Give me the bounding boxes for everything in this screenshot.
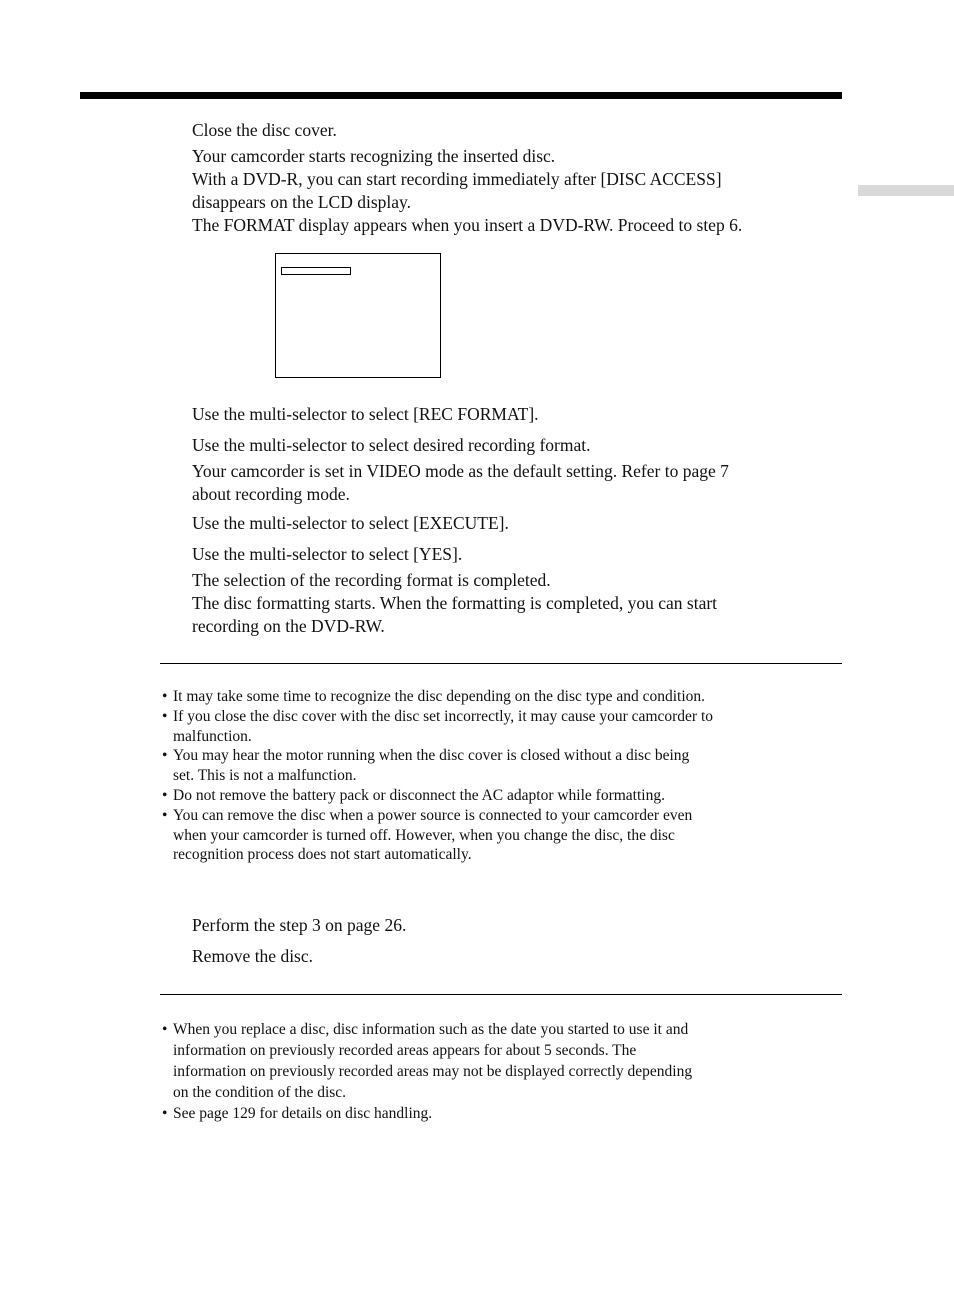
note-item-continued: recognition process does not start automatically. [173,846,472,864]
note-item-continued: malfunction. [173,727,252,745]
note-item: • You may hear the motor running when the disc cover is closed without a disc being [162,747,690,765]
bullet-icon: • [162,1105,168,1122]
bullet-icon: • [162,806,168,824]
step-line: Use the multi-selector to select desired recording format. [192,435,591,455]
note-item: • If you close the disc cover with the disc set incorrectly, it may cause your camcorder to [162,707,714,725]
note-item-continued: information on previously recorded areas appears for about 5 seconds. The [173,1042,637,1059]
section-divider [160,994,842,995]
step-line: The FORMAT display appears when you insert a DVD-RW. Proceed to step 6. [192,215,743,235]
step-line: Remove the disc. [192,946,314,966]
section-divider [160,663,842,664]
step-line: Use the multi-selector to select [YES]. [192,544,463,564]
step-line: about recording mode. [192,484,350,504]
bullet-icon: • [162,747,168,765]
lcd-screen-illustration [275,253,441,378]
step-line: Your camcorder is set in VIDEO mode as the default setting. Refer to page 7 [192,461,729,481]
note-item-continued: on the condition of the disc. [173,1084,347,1101]
note-item: • Do not remove the battery pack or disconnect the AC adaptor while formatting. [162,786,665,804]
step-line: Your camcorder starts recognizing the inserted disc. [192,146,556,166]
note-item: • When you replace a disc, disc information such as the date you started to use it and [162,1021,689,1038]
step-line: Use the multi-selector to select [REC FORMAT]. [192,404,539,424]
bullet-icon: • [162,707,168,725]
step-line: disappears on the LCD display. [192,192,412,212]
step-line: Use the multi-selector to select [EXECUTE]. [192,513,509,533]
notes-list [162,687,852,865]
note-item-continued: when your camcorder is turned off. However, when you change the disc, the disc [173,826,675,844]
bullet-icon: • [162,1021,168,1038]
step-line: Perform the step 3 on page 26. [192,915,407,935]
note-item-continued: set. This is not a malfunction. [173,767,357,785]
header-rule [80,92,842,99]
step-line: The disc formatting starts. When the formatting is completed, you can start [192,593,718,613]
section-tab [858,185,954,196]
note-item: • You can remove the disc when a power source is connected to your camcorder even [162,806,693,824]
step-line: recording on the DVD-RW. [192,616,385,636]
step-line: Close the disc cover. [192,120,337,140]
step-line: The selection of the recording format is completed. [192,570,551,590]
notes-list [162,1019,852,1124]
note-item: • It may take some time to recognize the disc depending on the disc type and condition. [162,688,706,705]
lcd-title-bar [281,267,351,275]
note-item-continued: information on previously recorded areas may not be displayed correctly depending [173,1063,693,1080]
bullet-icon: • [162,688,168,705]
bullet-icon: • [162,786,168,804]
note-item: • See page 129 for details on disc handling. [162,1105,433,1122]
step-line: With a DVD-R, you can start recording immediately after [DISC ACCESS] [192,169,722,189]
